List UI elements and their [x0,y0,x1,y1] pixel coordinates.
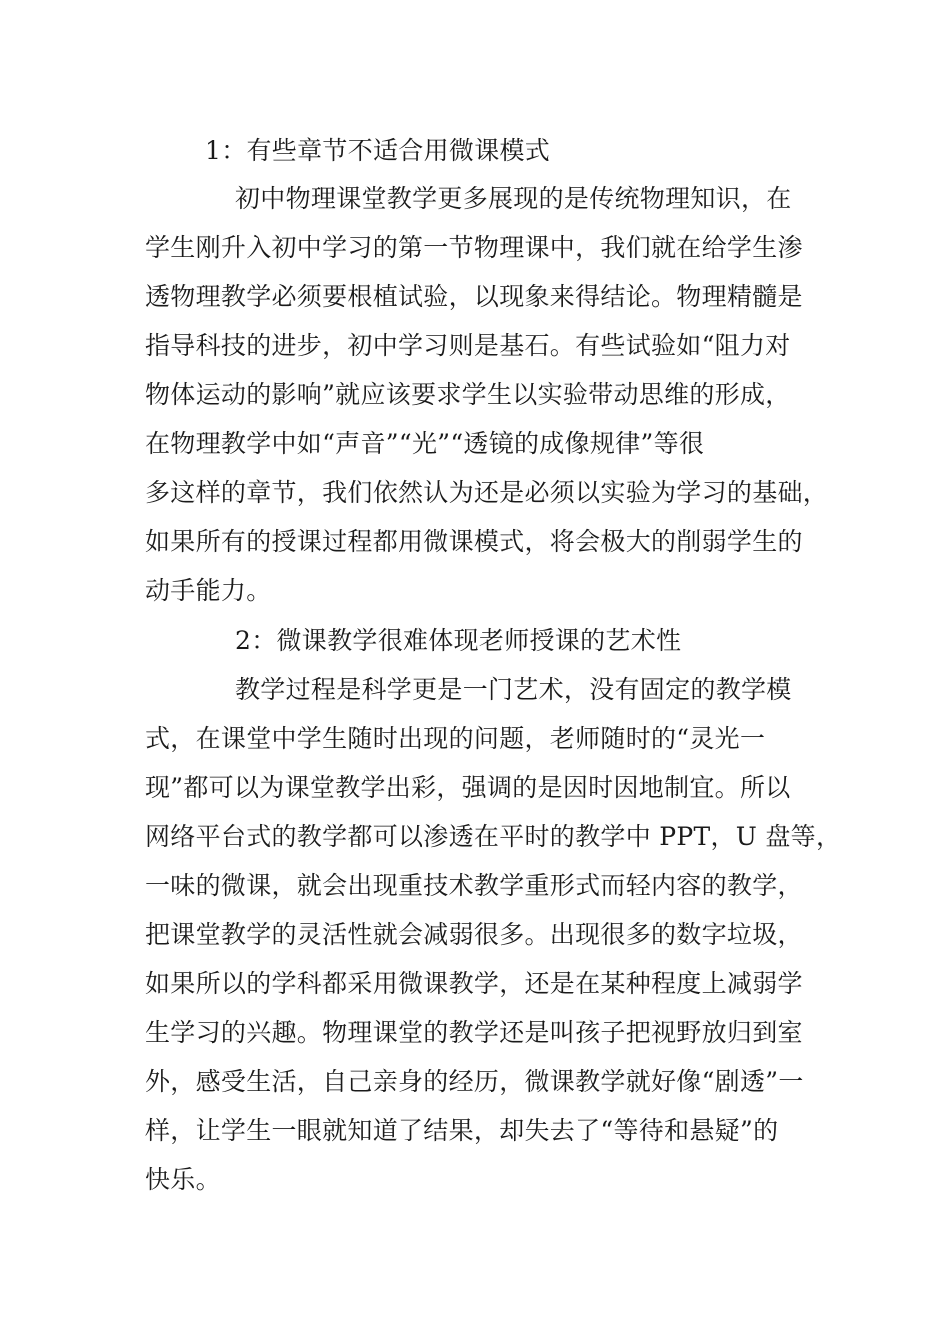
paragraph-line: 如果所以的学科都采用微课教学，还是在某种程度上减弱学 [145,969,803,998]
paragraph-line: 指导科技的进步，初中学习则是基石。有些试验如“阻力对 [145,331,791,360]
paragraph-line: 在物理教学中如“声音”“光”“透镜的成像规律”等很 [145,429,705,458]
paragraph-line: 初中物理课堂教学更多展现的是传统物理知识，在 [235,184,792,213]
paragraph-line: 样，让学生一眼就知道了结果，却失去了“等待和悬疑”的 [145,1116,779,1145]
paragraph-line: 快乐。 [145,1165,221,1194]
paragraph-line: 式，在课堂中学生随时出现的问题，老师随时的“灵光一 [145,724,766,753]
paragraph-line: 现”都可以为课堂教学出彩，强调的是因时因地制宜。所以 [145,773,791,802]
paragraph-line: 学生刚升入初中学习的第一节物理课中，我们就在给学生渗 [145,233,803,262]
paragraph-line: 把课堂教学的灵活性就会减弱很多。出现很多的数字垃圾， [145,920,803,949]
paragraph-line: 动手能力。 [145,576,272,605]
paragraph-line: 生学习的兴趣。物理课堂的教学还是叫孩子把视野放归到室 [145,1018,803,1047]
section-1-heading: 1：有些章节不适合用微课模式 [205,136,551,165]
paragraph-line: 如果所有的授课过程都用微课模式，将会极大的削弱学生的 [145,527,803,556]
paragraph-line: 教学过程是科学更是一门艺术，没有固定的教学模 [235,675,792,704]
paragraph-line: 物体运动的影响”就应该要求学生以实验带动思维的形成， [145,380,791,409]
paragraph-line: 一味的微课，就会出现重技术教学重形式而轻内容的教学， [145,871,803,900]
section-2-heading: 2：微课教学很难体现老师授课的艺术性 [235,626,682,655]
paragraph-line: 外，感受生活，自己亲身的经历，微课教学就好像“剧透”一 [145,1067,804,1096]
paragraph-line: 多这样的章节，我们依然认为还是必须以实验为学习的基础， [145,478,829,507]
paragraph-line: 网络平台式的教学都可以渗透在平时的教学中 PPT，U 盘等， [145,822,842,851]
paragraph-line: 透物理教学必须要根植试验，以现象来得结论。物理精髓是 [145,282,803,311]
